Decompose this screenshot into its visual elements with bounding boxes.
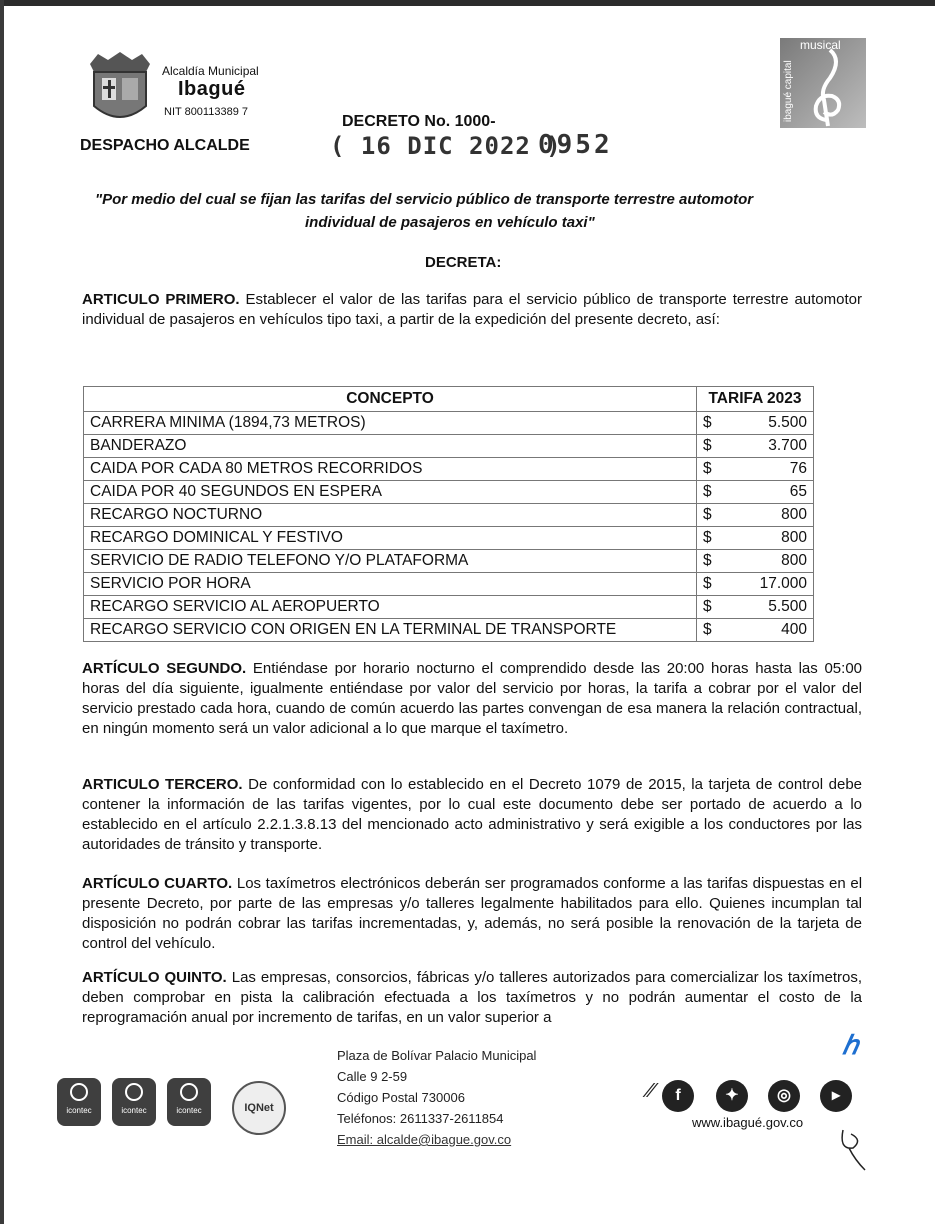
article-quinto bbox=[82, 968, 862, 1028]
decree-title-line2: individual de pasajeros en vehículo taxi" bbox=[305, 214, 595, 231]
brand-h-icon: ℎ bbox=[842, 1030, 859, 1060]
address-line: Plaza de Bolívar Palacio Municipal bbox=[337, 1048, 537, 1063]
currency-symbol: $ bbox=[697, 481, 725, 504]
table-row bbox=[84, 458, 814, 481]
footer-address bbox=[337, 1045, 536, 1150]
table-row bbox=[84, 435, 814, 458]
article-primero-heading: ARTICULO PRIMERO. bbox=[82, 291, 240, 308]
table-header-row bbox=[84, 387, 814, 412]
musical-logo-vertical-text: ibagué capital bbox=[783, 60, 794, 122]
icontec-icon bbox=[57, 1078, 101, 1104]
currency-symbol: $ bbox=[697, 504, 725, 527]
currency-symbol: $ bbox=[697, 435, 725, 458]
currency-symbol: $ bbox=[697, 412, 725, 435]
tarifa-value: 400 bbox=[725, 619, 814, 642]
cert-label: icontec bbox=[121, 1106, 147, 1115]
alcaldia-label: Alcaldía Municipal bbox=[162, 64, 259, 78]
handwritten-initial-icon bbox=[835, 1120, 875, 1175]
postal-code: Código Postal 730006 bbox=[337, 1090, 465, 1105]
decree-title-line1: "Por medio del cual se fijan las tarifas del servicio público de transporte terrestre automotor bbox=[95, 191, 754, 208]
city-name: Ibagué bbox=[178, 78, 246, 100]
tarifa-value: 17.000 bbox=[725, 573, 814, 596]
concepto-cell: BANDERAZO bbox=[84, 435, 697, 458]
concepto-cell: SERVICIO DE RADIO TELEFONO Y/O PLATAFORMA bbox=[84, 550, 697, 573]
article-primero bbox=[82, 290, 862, 330]
currency-symbol: $ bbox=[697, 596, 725, 619]
instagram-icon[interactable]: ◎ bbox=[768, 1080, 800, 1112]
article-primero-text: Establecer el valor de las tarifas para el servicio público de transporte terrestre automotor individual de pasajeros en vehículos tipo taxi, a partir de la expedición del presente decreto, así: bbox=[82, 291, 862, 328]
currency-symbol: $ bbox=[697, 527, 725, 550]
ibague-coat-of-arms-icon bbox=[84, 50, 156, 128]
concepto-cell: SERVICIO POR HORA bbox=[84, 573, 697, 596]
musical-logo-word: musical bbox=[800, 38, 841, 52]
table-row bbox=[84, 481, 814, 504]
icontec-icon bbox=[167, 1078, 211, 1104]
article-tercero-heading: ARTICULO TERCERO. bbox=[82, 776, 243, 793]
tarifa-value: 3.700 bbox=[725, 435, 814, 458]
table-row bbox=[84, 527, 814, 550]
iqnet-label: IQNet bbox=[244, 1102, 274, 1114]
table-row bbox=[84, 596, 814, 619]
facebook-icon[interactable]: f bbox=[662, 1080, 694, 1112]
tarifa-value: 5.500 bbox=[725, 412, 814, 435]
article-cuarto-text: Los taxímetros electrónicos deberán ser programados conforme a las tarifas dispuestas en el presente Decreto, por parte de las empresas y/o talleres legalmente habilitados para ello. Quienes incumplan tal disposición no podrán cobrar las tarifas incrementadas, y, además, no será posible la renovación de la tarjeta de control del vehículo. bbox=[82, 875, 863, 952]
currency-symbol: $ bbox=[697, 573, 725, 596]
decree-number-stamp: 0952 bbox=[538, 130, 613, 160]
icontec-cert-badge bbox=[167, 1078, 211, 1126]
icontec-cert-badge bbox=[57, 1078, 101, 1126]
signature-mark-icon: ⁄⁄ bbox=[648, 1080, 655, 1102]
tarifa-value: 800 bbox=[725, 527, 814, 550]
decree-number-label: DECRETO No. 1000- bbox=[342, 113, 496, 130]
table-row bbox=[84, 619, 814, 642]
concepto-cell: CAIDA POR CADA 80 METROS RECORRIDOS bbox=[84, 458, 697, 481]
concepto-cell: RECARGO NOCTURNO bbox=[84, 504, 697, 527]
currency-symbol: $ bbox=[697, 458, 725, 481]
concepto-cell: RECARGO SERVICIO AL AEROPUERTO bbox=[84, 596, 697, 619]
scan-top-border bbox=[0, 0, 935, 6]
youtube-icon[interactable]: ▸ bbox=[820, 1080, 852, 1112]
icontec-cert-badge bbox=[112, 1078, 156, 1126]
iqnet-cert-badge bbox=[232, 1081, 286, 1135]
article-cuarto bbox=[82, 874, 862, 954]
nit-number: NIT 800113389 7 bbox=[164, 106, 248, 118]
concepto-cell: RECARGO SERVICIO CON ORIGEN EN LA TERMINAL DE TRANSPORTE bbox=[84, 619, 697, 642]
article-quinto-text: Las empresas, consorcios, fábricas y/o talleres autorizados para comercializar los taxímetros, deben comprobar en pista la calibración efectuada a los taxímetros y no podrán aumentar el costo de la reprogramación anual por incremento de tarifas, en un valor superior a bbox=[82, 969, 863, 1026]
currency-symbol: $ bbox=[697, 619, 725, 642]
column-header-concepto: CONCEPTO bbox=[84, 387, 697, 412]
concepto-cell: CARRERA MINIMA (1894,73 METROS) bbox=[84, 412, 697, 435]
tarifa-value: 5.500 bbox=[725, 596, 814, 619]
article-tercero-text: De conformidad con lo establecido en el Decreto 1079 de 2015, la tarjeta de control debe contener la información de las tarifas vigentes, por lo cual este documento debe ser portado de acuerdo a lo establecido en el artículo 2.2.1.3.8.13 del mencionado acto administrativo y será exigible a los conductores por las autoridades de tránsito y transporte. bbox=[82, 776, 862, 853]
column-header-tarifa: TARIFA 2023 bbox=[697, 387, 814, 412]
article-segundo-heading: ARTÍCULO SEGUNDO. bbox=[82, 660, 247, 677]
table-row bbox=[84, 573, 814, 596]
article-segundo bbox=[82, 659, 862, 739]
currency-symbol: $ bbox=[697, 550, 725, 573]
icontec-icon bbox=[112, 1078, 156, 1104]
email-link[interactable]: Email: alcalde@ibague.gov.co bbox=[337, 1132, 512, 1147]
tarifa-value: 65 bbox=[725, 481, 814, 504]
table-row bbox=[84, 550, 814, 573]
website-link[interactable]: www.ibagué.gov.co bbox=[692, 1115, 804, 1130]
phone-numbers: Teléfonos: 2611337-2611854 bbox=[337, 1111, 504, 1126]
decreta-heading: DECRETA: bbox=[425, 254, 502, 271]
date-stamp: ( 16 DIC 2022 ) bbox=[330, 132, 562, 160]
article-quinto-heading: ARTÍCULO QUINTO. bbox=[82, 969, 227, 986]
address-line: Calle 9 2-59 bbox=[337, 1069, 408, 1084]
scan-left-border bbox=[0, 0, 4, 1224]
twitter-icon[interactable]: ✦ bbox=[716, 1080, 748, 1112]
table-row bbox=[84, 504, 814, 527]
cert-label: icontec bbox=[176, 1106, 202, 1115]
concepto-cell: RECARGO DOMINICAL Y FESTIVO bbox=[84, 527, 697, 550]
despacho-heading: DESPACHO ALCALDE bbox=[80, 137, 250, 154]
tarifa-value: 76 bbox=[725, 458, 814, 481]
article-tercero bbox=[82, 775, 862, 855]
article-segundo-text: Entiéndase por horario nocturno el comprendido desde las 20:00 horas hasta las 05:00 horas del día siguiente, igualmente entiéndase por valor del servicio por horas, la tarifa a cobrar por el valor del servicio prestado cada hora, cuando de común acuerdo las partes convengan de esa manera la relación contractual, en ningún momento será un valor adicional a lo que marque el taxímetro. bbox=[82, 660, 862, 737]
table-row bbox=[84, 412, 814, 435]
concepto-cell: CAIDA POR 40 SEGUNDOS EN ESPERA bbox=[84, 481, 697, 504]
tariff-table bbox=[83, 386, 814, 642]
cert-label: icontec bbox=[66, 1106, 92, 1115]
tarifa-value: 800 bbox=[725, 504, 814, 527]
tarifa-value: 800 bbox=[725, 550, 814, 573]
article-cuarto-heading: ARTÍCULO CUARTO. bbox=[82, 875, 233, 892]
